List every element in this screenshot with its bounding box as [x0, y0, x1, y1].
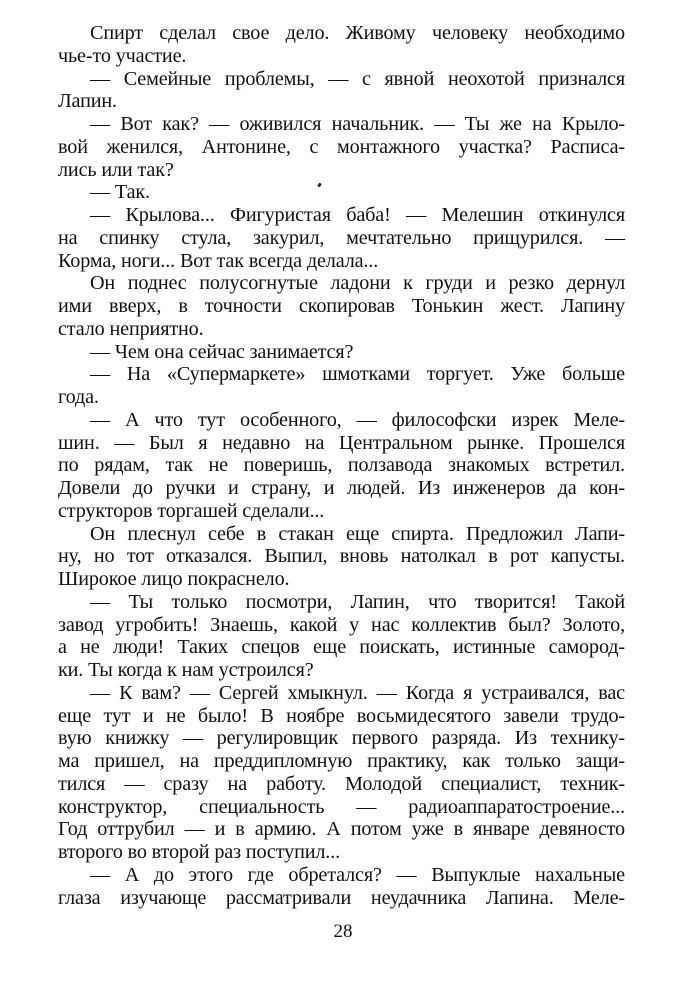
text-line-14: стало неприятно.: [58, 317, 204, 340]
text-line-36: Год оттрубил — и в армию. А потом уже в январе девяносто: [58, 818, 625, 841]
text-line-32: вую книжку — регулировщик первого разряда. Из технику-: [58, 727, 625, 750]
text-line-15: — Чем она сейчас занимается?: [90, 340, 354, 363]
text-line-23: Он плеснул себе в стакан еще спирта. Предложил Лапи-: [90, 522, 625, 545]
text-line-39: глаза изучающе рассматривали неудачника Лапина. Меле-: [58, 886, 625, 909]
text-line-1: Спирт сделал свое дело. Живому человеку необходимо: [90, 22, 625, 44]
text-line-18: — А что тут особенного, — философски изрек Меле-: [90, 408, 625, 431]
text-line-9: — Крылова... Фигуристая баба! — Мелешин откинулся: [90, 204, 625, 226]
text-line-19: шин. — Был я недавно на Центральном рынке. Прошелся: [58, 431, 625, 454]
text-line-4: Лапин.: [58, 90, 117, 113]
text-line-31: еще тут и не было! В ноябре восьмидесятого завели трудо-: [58, 704, 625, 727]
text-line-12: Он поднес полусогнутые ладони к груди и резко дернул: [90, 272, 625, 295]
text-line-38: — А до этого где обретался? — Выпуклые нахальные: [90, 863, 625, 886]
text-line-26: — Ты только посмотри, Лапин, что творится! Такой: [90, 590, 625, 613]
text-line-10: на спинку стула, закурил, мечтательно прищурился. —: [58, 226, 625, 249]
text-line-24: ну, но тот отказался. Выпил, вновь натолкал в рот капусты.: [58, 545, 625, 568]
text-line-2: чье-то участие.: [58, 44, 187, 67]
text-line-20: по рядам, так не поверишь, ползавода знакомых встретил.: [58, 454, 625, 477]
text-line-22: структоров торгашей сделали...: [58, 499, 325, 522]
page-body-text: [58, 22, 625, 909]
text-line-7: лись или так?: [58, 158, 174, 181]
text-line-37: второго во второй раз поступил...: [58, 841, 340, 863]
text-line-35: конструктор, специальность — радиоаппаратостроение...: [58, 795, 625, 818]
text-line-8: — Так.: [90, 181, 150, 204]
text-line-5: — Вот как? — оживился начальник. — Ты же на Крыло-: [90, 113, 625, 135]
text-line-27: завод угробить! Знаешь, какой у нас коллектив был? Золото,: [58, 613, 625, 636]
text-line-33: ма пришел, на преддипломную практику, как только защи-: [58, 750, 625, 772]
text-line-34: тился — сразу на работу. Молодой специалист, техник-: [58, 772, 625, 795]
text-line-11: Корма, ноги... Вот так всегда делала...: [58, 249, 379, 272]
page-number: 28: [333, 921, 353, 942]
text-line-16: — На «Супермаркете» шмотками торгует. Уже больше: [90, 363, 625, 386]
text-line-13: ими вверх, в точности скопировав Тонькин жест. Лапину: [58, 295, 625, 317]
text-line-6: вой женился, Антонине, с монтажного участка? Расписа-: [58, 135, 625, 158]
text-line-21: Довели до ручки и страну, и людей. Из инженеров да кон-: [58, 477, 625, 499]
text-line-25: Широкое лицо покраснело.: [58, 568, 290, 590]
text-line-30: — К вам? — Сергей хмыкнул. — Когда я устраивался, вас: [90, 681, 625, 704]
text-line-17: года.: [58, 386, 99, 408]
text-line-3: — Семейные проблемы, — с явной неохотой признался: [90, 67, 625, 90]
text-line-29: ки. Ты когда к нам устроился?: [58, 659, 314, 681]
text-line-28: а не люди! Таких спецов еще поискать, истинные самород-: [58, 636, 625, 659]
